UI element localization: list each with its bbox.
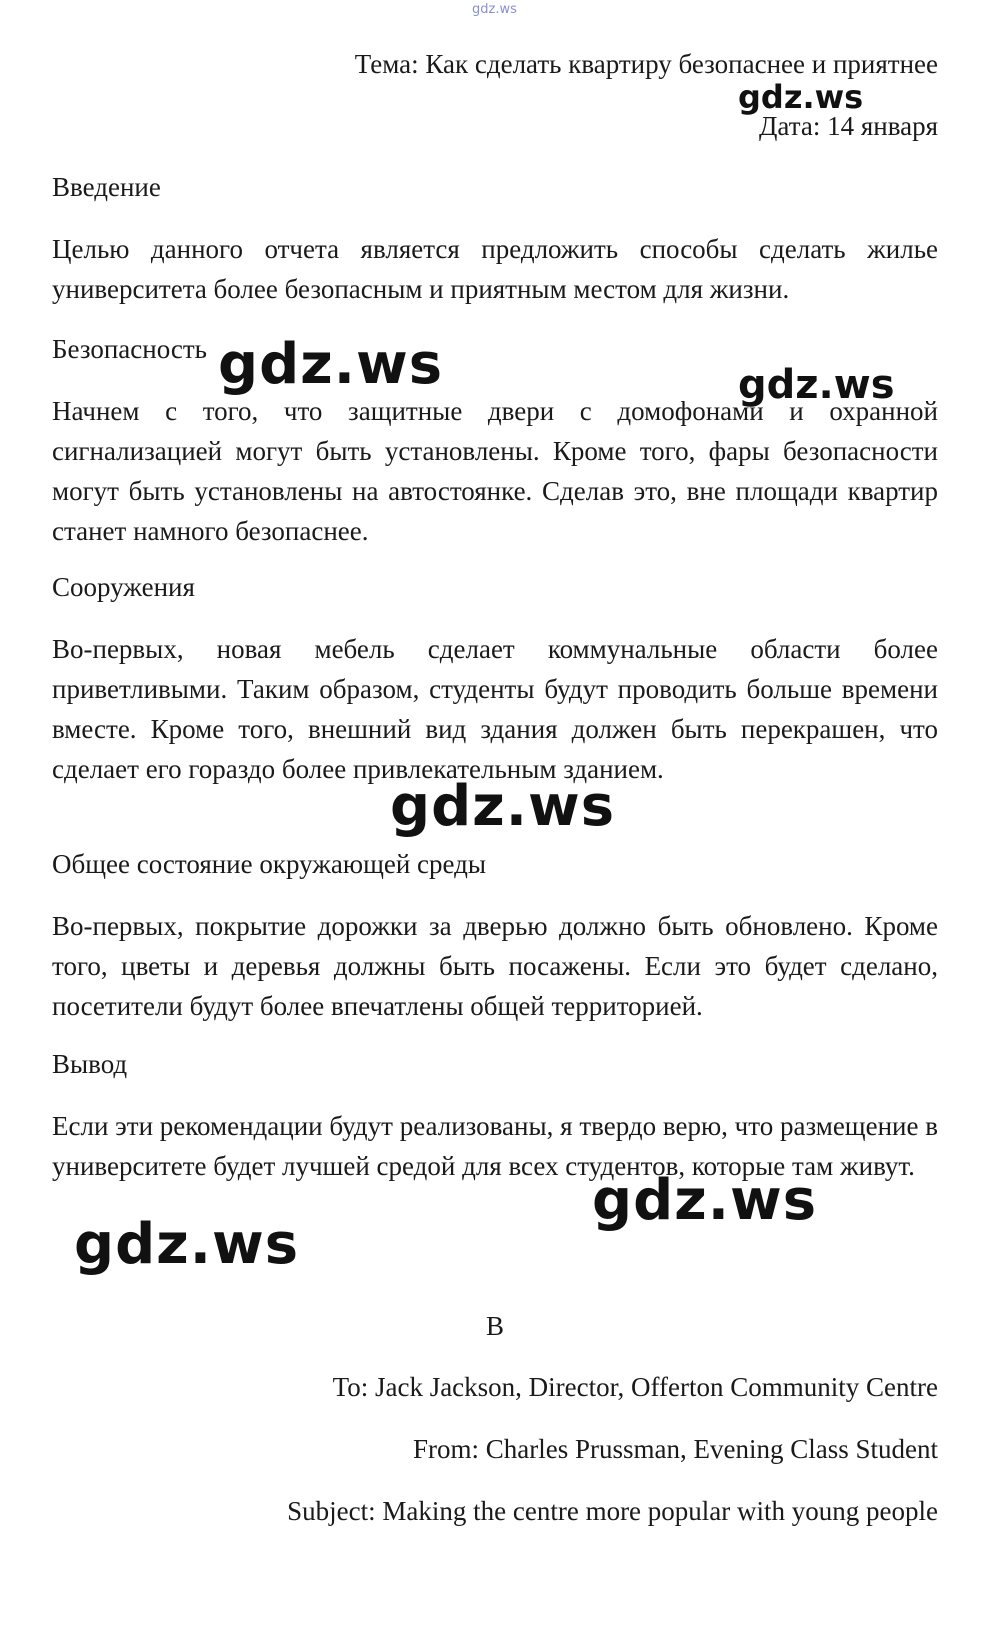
section-text-conclusion: Если эти рекомендации будут реализованы, я твердо верю, что размещение в университете будет лучшей средой для всех студентов, которые там живут. (52, 1111, 938, 1181)
section-heading-security: Безопасность (52, 334, 207, 364)
watermark-4: gdz.ws (592, 1168, 818, 1233)
watermark-1: gdz.ws (218, 332, 444, 397)
section-text-security: Начнем с того, что защитные двери с домофонами и охранной сигнализацией могут быть установлены. Кроме того, фары безопасности могут быть установлены на автостоянке. Сделав это, вне площади квартир станет намного безопаснее. (52, 396, 938, 546)
memo-to: To: Jack Jackson, Director, Offerton Community Centre (332, 1372, 938, 1402)
memo-from: From: Charles Prussman, Evening Class Student (413, 1434, 938, 1464)
watermark-2: gdz.ws (738, 362, 895, 408)
section-heading-intro: Введение (52, 172, 161, 202)
report-topic: Тема: Как сделать квартиру безопаснее и приятнее (354, 49, 938, 79)
watermark-3: gdz.ws (390, 774, 616, 839)
section-text-facilities: Во-первых, новая мебель сделает коммунальные области более приветливыми. Таким образом, студенты будут проводить больше времени вместе. Кроме того, внешний вид здания должен быть перекрашен, что сделает его гораздо более привлекательным зданием. (52, 634, 938, 784)
section-heading-facilities: Сооружения (52, 572, 195, 602)
report-date: Дата: 14 января (759, 111, 938, 141)
report-b-label: B (485, 1311, 504, 1341)
document-page (52, 0, 938, 1644)
memo-subject: Subject: Making the centre more popular with young people (287, 1496, 938, 1526)
section-text-environment: Во-первых, покрытие дорожки за дверью должно быть обновлено. Кроме того, цветы и деревья должны быть посажены. Если это будет сделано, посетители будут более впечатлены общей территорией. (52, 911, 938, 1021)
watermark-5: gdz.ws (74, 1212, 300, 1277)
section-heading-conclusion: Вывод (52, 1049, 128, 1079)
watermark-header: gdz.ws (738, 78, 864, 116)
section-text-intro: Целью данного отчета является предложить способы сделать жилье университета более безопасным и приятным местом для жизни. (52, 234, 938, 304)
section-heading-environment: Общее состояние окружающей среды (52, 849, 487, 879)
watermark-top: gdz.ws (472, 2, 517, 17)
